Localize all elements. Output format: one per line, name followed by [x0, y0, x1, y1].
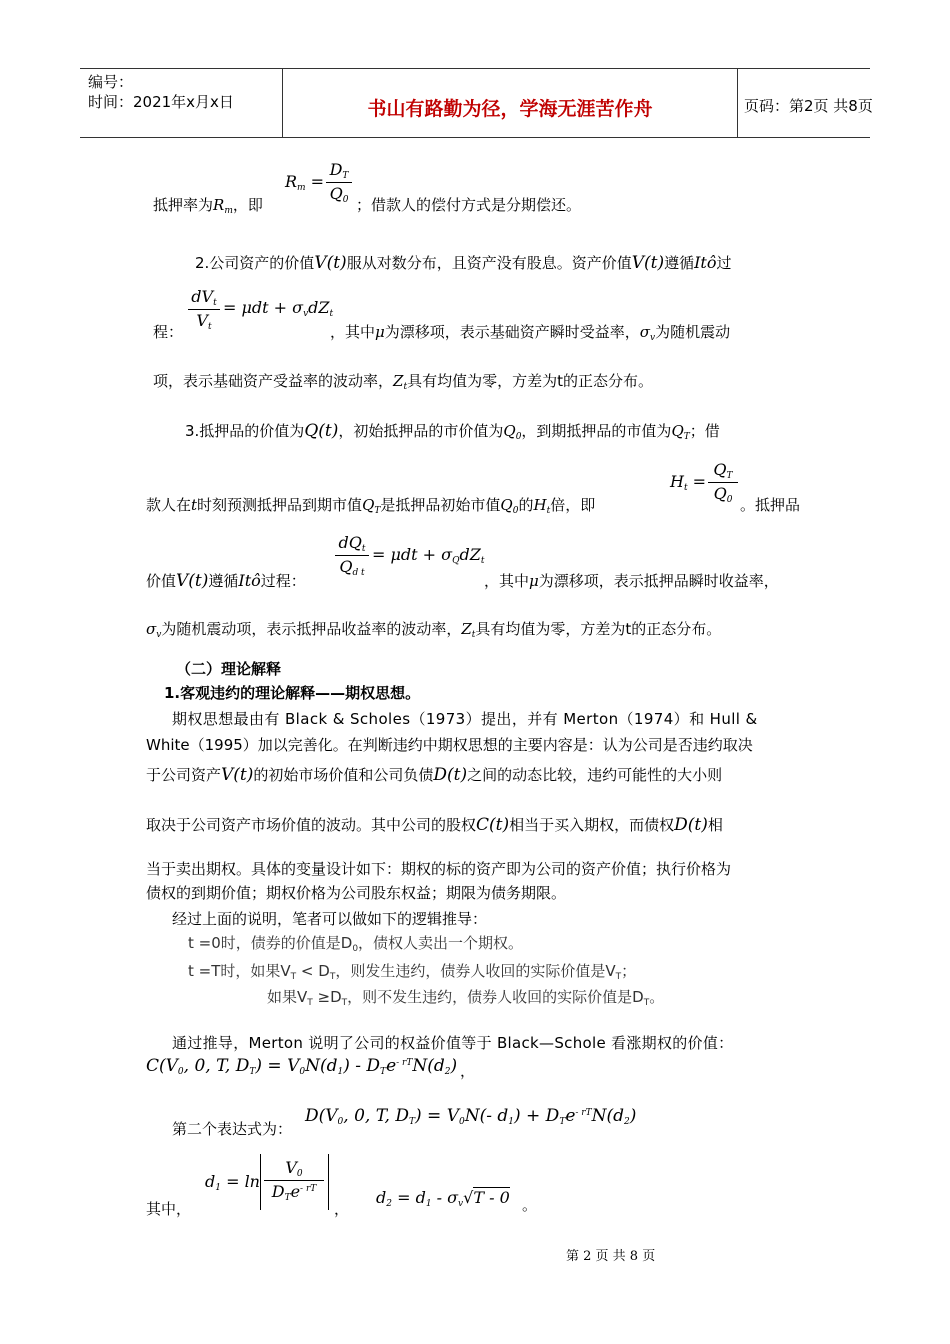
- para1-text-a: 抵押率为: [153, 196, 214, 214]
- d1-fraction: $V_0$ $D_Te^{- rT}$: [264, 1158, 324, 1203]
- section-p1-line2: White（1995）加以完善化。在判断违约中期权思想的主要内容是：认为公司是否违约取决: [146, 736, 753, 754]
- formula-rm-lhs: $R_m$ =: [285, 172, 325, 193]
- ht-fraction: $Q_T$ $Q_0$: [708, 460, 738, 505]
- para3-line4: $\sigma_v$为随机震动项，表示抵押品收益率的波动率，$Z_t$具有均值为零，方差为t的正态分布。: [146, 620, 722, 640]
- motto-text: 书山有路勤为径，学海无涯苦作舟: [367, 98, 653, 120]
- d1-lhs: $d_1 = \ln$: [205, 1172, 260, 1193]
- page-header: [80, 68, 873, 138]
- para2-line2a: 程：: [153, 323, 184, 341]
- dv-over-v-fraction: $dV_t$ $V_t$: [188, 287, 220, 332]
- section-p1-line6: 债权的到期价值；期权价格为公司股东权益；期限为债务期限。: [146, 884, 567, 902]
- dv-equation-rhs: = $\mu dt + \sigma_vdZ_t$: [223, 298, 334, 319]
- para3-line2f: 。抵押品: [740, 496, 801, 514]
- section-p4: 第二个表达式为：: [172, 1120, 293, 1138]
- derivation-line3: 如果$V_T \ge D_T$，则不发生违约，债券人收回的实际价值是$D_T$。: [267, 988, 665, 1008]
- para1-line: [153, 196, 263, 220]
- footer-page-number: 第 2 页 共 8 页: [566, 1249, 656, 1264]
- para1-text-c: ；借款人的偿付方式是分期偿还。: [356, 196, 582, 214]
- d1-left-bracket: [260, 1154, 263, 1210]
- section-p2: 经过上面的说明，笔者可以做如下的逻辑推导：: [172, 910, 488, 928]
- para3-line3a: 价值V(t)遵循Itô过程：: [146, 571, 306, 591]
- doc-date-label: 时间：2021年x月x日: [88, 93, 234, 111]
- section-p5: 其中，: [146, 1200, 192, 1218]
- section-p3: 通过推导，Merton 说明了公司的权益价值等于 Black—Schole 看涨期权的价值：: [172, 1034, 734, 1052]
- ht-lhs: $H_t$ =: [670, 472, 707, 493]
- header-motto-cell: [282, 69, 738, 137]
- para2-line3: 项，表示基础资产受益率的波动率，$Z_t$具有均值为零，方差为t的正态分布。: [153, 372, 653, 392]
- para3-line3b: ，其中μ为漂移项，表示抵押品瞬时收益率，: [484, 572, 779, 590]
- section-subheading: 1.客观违约的理论解释——期权思想。: [164, 684, 421, 702]
- dq-equation-rhs: = $\mu dt + \sigma_QdZ_t$: [372, 545, 485, 566]
- section-p1-line3: 于公司资产V(t)的初始市场价值和公司负债D(t)之间的动态比较，违约可能性的大小则: [146, 765, 723, 785]
- header-left-cell: [80, 69, 282, 137]
- dq-over-q-fraction: $dQ_t$ $Q_{d t}$: [335, 533, 369, 578]
- section-p1-line4: 取决于公司资产市场价值的波动。其中公司的股权C(t)相当于买入期权，而债权D(t)相: [146, 815, 723, 835]
- d1-right-bracket: [326, 1154, 329, 1210]
- d1-comma: ，: [334, 1200, 350, 1218]
- header-page-cell: [736, 69, 873, 137]
- para3-line1: 3.抵押品的价值为Q(t)，初始抵押品的市价值为$Q_0$，到期抵押品的市值为$Q_T$；借: [185, 421, 720, 442]
- section-p1-line5: 当于卖出期权。具体的变量设计如下：期权的标的资产即为公司的资产价值；执行价格为: [146, 860, 732, 878]
- equation-call: $C(V_0$, 0, T, $D_T) = V_0N(d_1) - D_Te^{- rT}N(d_2)$: [146, 1056, 458, 1077]
- section-heading: （二）理论解释: [176, 660, 282, 678]
- para2-line1: 2.公司资产的价值V(t)服从对数分布，且资产没有股息。资产价值V(t)遵循Itô过: [195, 253, 732, 273]
- d2-period: 。: [522, 1196, 538, 1214]
- page-number-label: 页码：第2页 共8页: [744, 97, 873, 115]
- derivation-line2: t =T时，如果$V_T < D_T$，则发生违约，债券人收回的实际价值是$V_T$；: [188, 962, 637, 982]
- para2-line2: ，其中μ为漂移项，表示基础资产瞬时受益率，$\sigma_v$为随机震动: [330, 323, 731, 343]
- section-p1-line1: 期权思想最由有 Black & Scholes（1973）提出，并有 Merton（1974）和 Hull &: [172, 710, 758, 728]
- formula-rm-fraction: $D_T$ $Q_0$: [326, 160, 352, 205]
- ito-symbol: Itô: [694, 253, 717, 272]
- d2-equation: $d_2 = d_1 - \sigma_v√T - 0$: [376, 1188, 510, 1209]
- derivation-line1: t =0时，债券的价值是$D_0$，债权人卖出一个期权。: [188, 934, 524, 954]
- equation-call-comma: ，: [460, 1062, 476, 1080]
- formula-rm: $R_m$: [213, 196, 233, 216]
- doc-number-label: 编号：: [88, 73, 134, 91]
- para3-line2: 款人在t时刻预测抵押品到期市值$Q_T$是抵押品初始市值$Q_0$的$H_t$倍，即: [146, 496, 596, 516]
- v-of-t: V(t): [314, 253, 347, 273]
- equation-put: $D(V_0$, 0, T, $D_T) = V_0N(-$ $d_1) + D_Te^{- rT}N(d_2)$: [305, 1106, 637, 1127]
- para1-text-b: ，即: [232, 196, 263, 214]
